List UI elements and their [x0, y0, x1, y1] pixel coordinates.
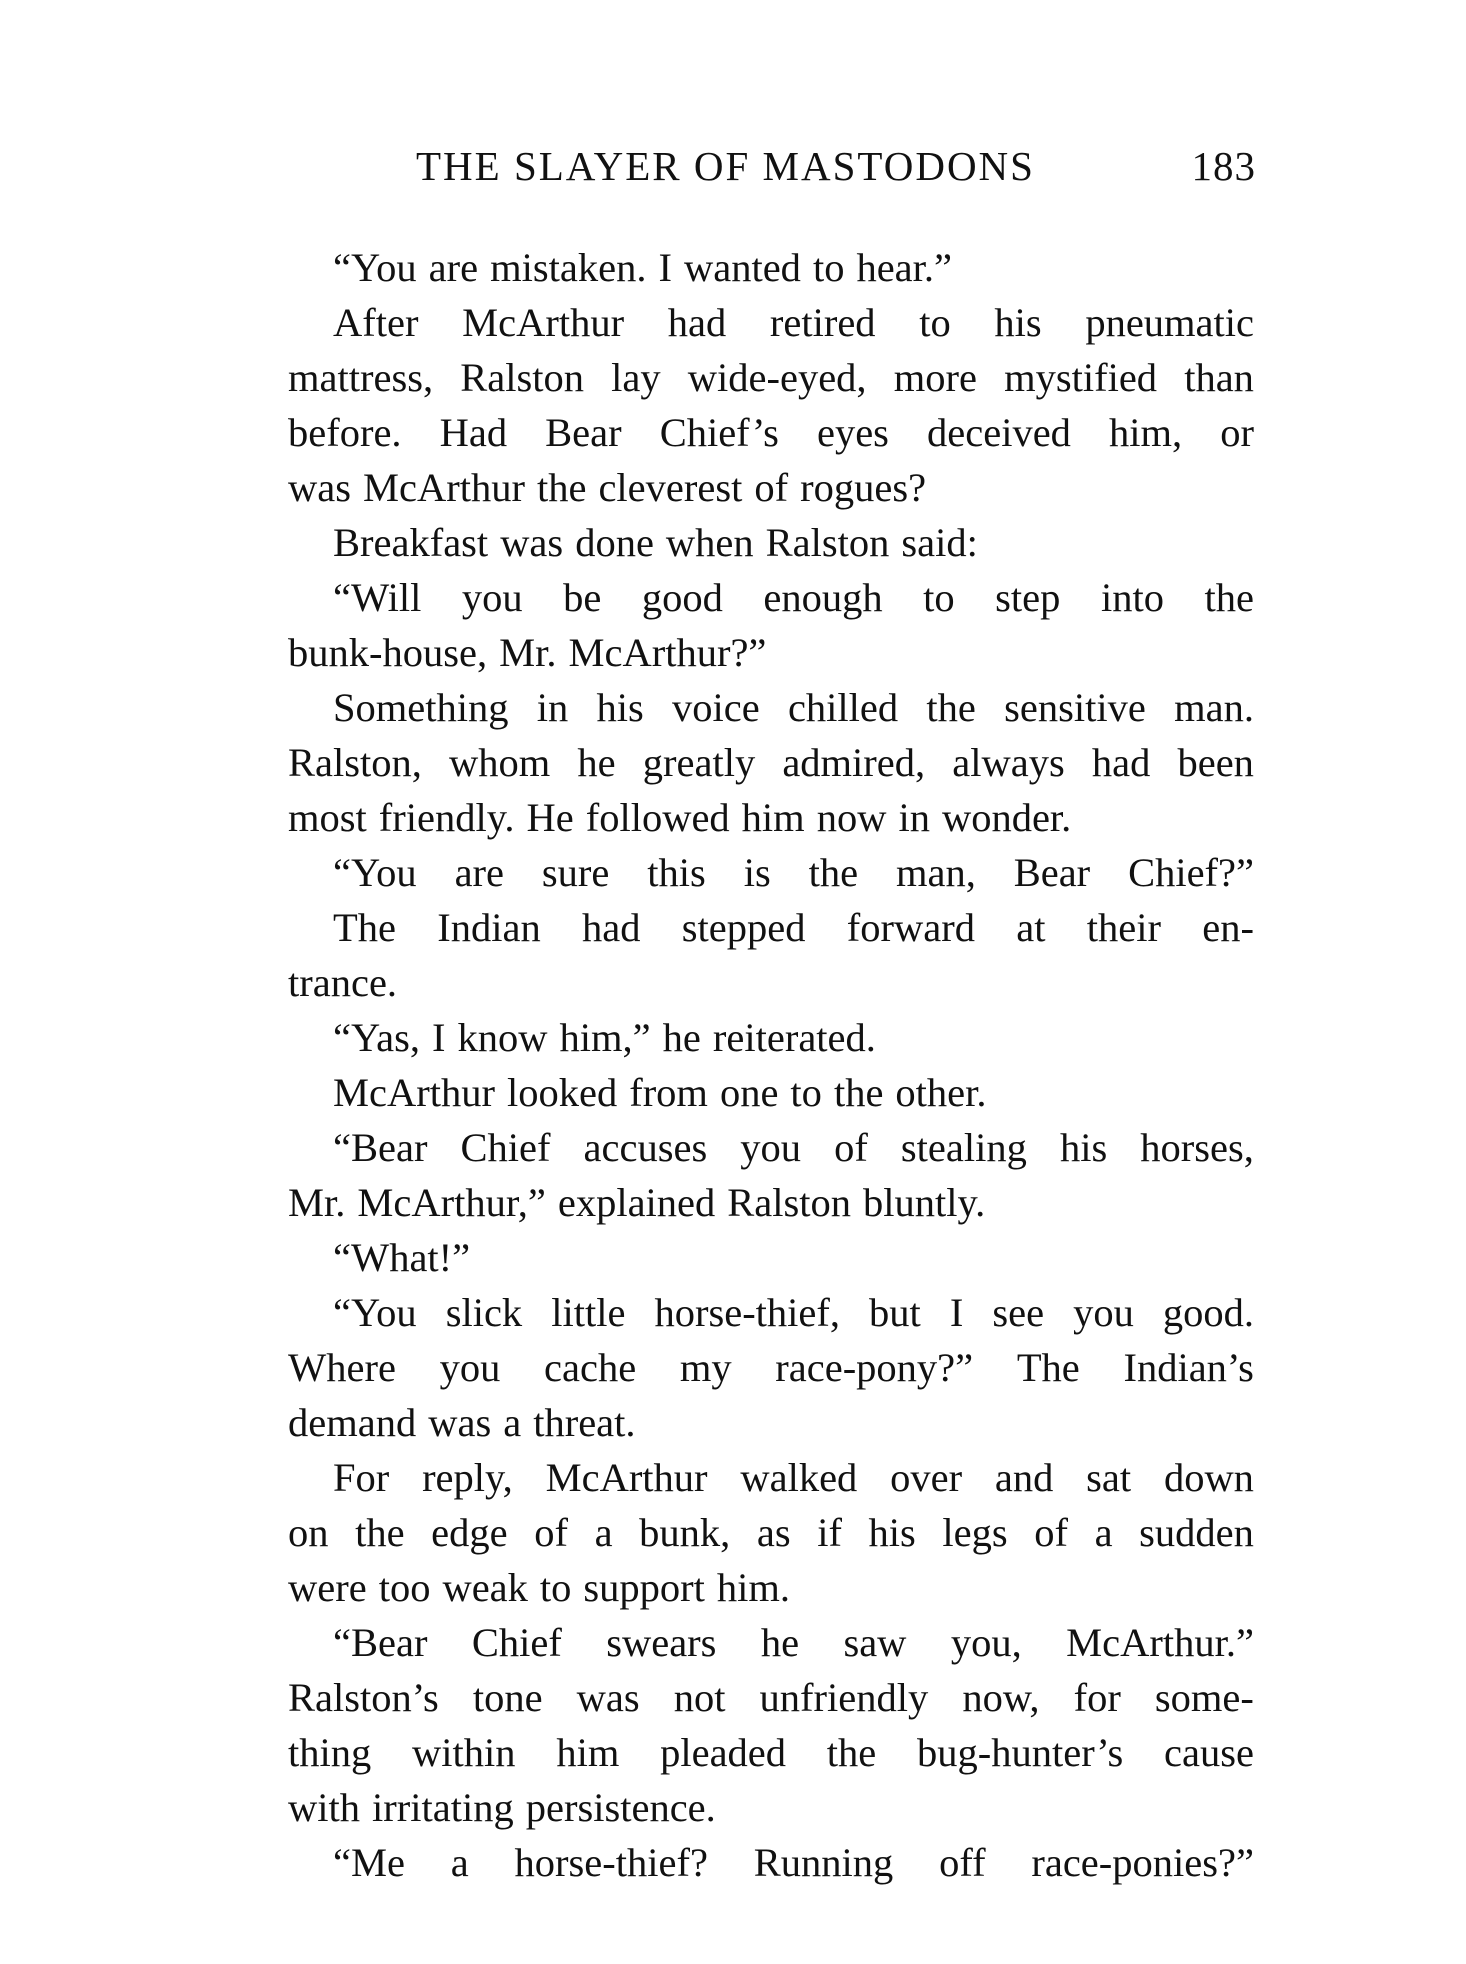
word: pleaded: [660, 1730, 787, 1775]
word: for: [1073, 1675, 1121, 1720]
word: tone: [472, 1675, 543, 1720]
word: in: [898, 795, 930, 840]
word: voice: [672, 685, 760, 730]
word: man,: [895, 850, 976, 895]
word: cause: [1164, 1730, 1254, 1775]
text-line: [288, 1450, 1254, 1505]
word: accuses: [583, 1125, 708, 1170]
word: For: [333, 1455, 390, 1500]
word: sat: [1086, 1455, 1132, 1500]
word: cache: [544, 1345, 637, 1390]
word: “Me: [333, 1840, 405, 1885]
text-line: [288, 1615, 1254, 1670]
word: bluntly.: [863, 1180, 986, 1225]
word: his: [994, 300, 1042, 345]
word: cleverest: [598, 465, 743, 510]
word: this: [647, 850, 706, 895]
word: Chief?”: [1128, 850, 1254, 895]
word: thing: [288, 1730, 372, 1775]
word: slick: [445, 1290, 523, 1335]
word: wonder.: [941, 795, 1072, 840]
word: Ralston: [765, 520, 890, 565]
word: demand: [288, 1400, 417, 1445]
word: Chief’s: [659, 410, 779, 455]
word: of: [834, 1125, 868, 1170]
word: looked: [506, 1070, 618, 1115]
word: he: [662, 1015, 701, 1060]
word: not: [673, 1675, 726, 1720]
text-line: [288, 955, 1254, 1010]
word: before.: [288, 410, 402, 455]
word: said:: [901, 520, 978, 565]
word: over: [890, 1455, 963, 1500]
word: rogues?: [800, 465, 927, 510]
word: threat.: [533, 1400, 636, 1445]
word: “You: [333, 1290, 417, 1335]
word: my: [679, 1345, 732, 1390]
word: wide-eyed,: [687, 355, 867, 400]
word: unfriendly: [759, 1675, 929, 1720]
word: you: [740, 1125, 802, 1170]
word: to: [919, 300, 951, 345]
word: you,: [950, 1620, 1022, 1665]
word: a: [503, 1400, 522, 1445]
word: done: [575, 520, 654, 565]
word: step: [995, 575, 1061, 620]
word: Had: [439, 410, 508, 455]
text-line: [288, 570, 1254, 625]
word: was: [576, 1675, 640, 1720]
text-line: [288, 240, 1254, 295]
word: trance.: [288, 960, 398, 1005]
word: their: [1086, 905, 1161, 950]
word: he: [577, 740, 616, 785]
word: horses,: [1140, 1125, 1254, 1170]
word: the: [826, 1730, 877, 1775]
word: reiterated.: [712, 1015, 876, 1060]
word: After: [333, 300, 419, 345]
page-header: [416, 142, 1256, 198]
word: his: [1059, 1125, 1108, 1170]
word: now: [816, 795, 887, 840]
word: saw: [843, 1620, 907, 1665]
word: Indian’s: [1123, 1345, 1254, 1390]
word: McArthur.”: [1066, 1620, 1254, 1665]
word: and: [994, 1455, 1054, 1500]
text-line: [288, 1505, 1254, 1560]
word: legs: [942, 1510, 1008, 1555]
word: some-: [1154, 1675, 1254, 1720]
word: the: [1204, 575, 1254, 620]
word: more: [893, 355, 977, 400]
word: stealing: [900, 1125, 1027, 1170]
word: his: [596, 685, 644, 730]
word: are: [428, 245, 479, 290]
word: deceived: [927, 410, 1071, 455]
word: bunk-house,: [288, 630, 488, 675]
word: at: [1016, 905, 1046, 950]
word: him: [741, 795, 805, 840]
word: friendly.: [378, 795, 515, 840]
word: had: [582, 905, 641, 950]
text-line: [288, 1010, 1254, 1065]
word: little: [551, 1290, 626, 1335]
text-line: [288, 1230, 1254, 1285]
word: weak: [442, 1565, 528, 1610]
word: of: [1034, 1510, 1068, 1555]
word: to: [923, 575, 955, 620]
word: edge: [431, 1510, 508, 1555]
word: The: [1016, 1345, 1080, 1390]
word: bunk,: [639, 1510, 731, 1555]
word: the: [833, 1070, 884, 1115]
word: too: [378, 1565, 431, 1610]
text-line: [288, 1780, 1254, 1835]
word: bug-hunter’s: [917, 1730, 1124, 1775]
word: to: [790, 1070, 822, 1115]
word: a: [1094, 1510, 1113, 1555]
word: to: [539, 1565, 572, 1610]
word: had: [1091, 740, 1151, 785]
word: Mr.: [499, 630, 557, 675]
word: the: [808, 850, 859, 895]
word: Bear: [1013, 850, 1091, 895]
word: wanted: [683, 245, 801, 290]
word: know: [457, 1015, 548, 1060]
word: reply,: [422, 1455, 513, 1500]
word: I: [949, 1290, 964, 1335]
text-line: [288, 350, 1254, 405]
word: McArthur,”: [357, 1180, 546, 1225]
word: you: [1073, 1290, 1134, 1335]
running-head: THE SLAYER OF MASTODONS: [416, 143, 1035, 189]
word: mattress,: [288, 355, 434, 400]
word: than: [1184, 355, 1254, 400]
word: lay: [611, 355, 661, 400]
word: sudden: [1139, 1510, 1254, 1555]
word: a: [594, 1510, 613, 1555]
text-line: [288, 845, 1254, 900]
word: was: [500, 520, 564, 565]
text-line: [288, 1725, 1254, 1780]
word: but: [869, 1290, 921, 1335]
word: him.: [716, 1565, 791, 1610]
word: him,”: [559, 1015, 651, 1060]
word: if: [817, 1510, 842, 1555]
word: Indian: [437, 905, 541, 950]
word: “You: [333, 245, 417, 290]
text-line: [288, 515, 1254, 570]
text-line: [288, 1340, 1254, 1395]
word: good.: [1162, 1290, 1254, 1335]
word: man.: [1174, 685, 1254, 730]
word: retired: [769, 300, 876, 345]
word: he: [760, 1620, 800, 1665]
word: most: [288, 795, 367, 840]
word: be: [563, 575, 602, 620]
text-line: [288, 1670, 1254, 1725]
word: McArthur: [363, 465, 525, 510]
word: his: [868, 1510, 916, 1555]
word: “Bear: [333, 1125, 428, 1170]
word: McArthur: [333, 1070, 495, 1115]
text-line: [288, 1560, 1254, 1615]
word: “Will: [333, 575, 422, 620]
word: Ralston,: [288, 740, 422, 785]
word: were: [288, 1565, 367, 1610]
word: Ralston: [727, 1180, 852, 1225]
word: the: [355, 1510, 405, 1555]
word: now,: [962, 1675, 1040, 1720]
word: had: [667, 300, 727, 345]
word: en-: [1202, 905, 1254, 950]
word: him: [556, 1730, 620, 1775]
word: to: [812, 245, 845, 290]
word: of: [754, 465, 789, 510]
word: pneumatic: [1085, 300, 1254, 345]
word: or: [1220, 410, 1254, 455]
word: Ralston’s: [288, 1675, 439, 1720]
word: you: [461, 575, 523, 620]
word: “Yas,: [333, 1015, 421, 1060]
body-text: [288, 240, 1254, 1890]
word: He: [526, 795, 574, 840]
word: was: [428, 1400, 492, 1445]
word: admired,: [782, 740, 926, 785]
text-line: [288, 625, 1254, 680]
word: with: [288, 1785, 361, 1830]
word: off: [939, 1840, 986, 1885]
word: when: [665, 520, 754, 565]
word: into: [1100, 575, 1164, 620]
word: McArthur: [462, 300, 625, 345]
page-number: 183: [1191, 143, 1256, 189]
word: I: [432, 1015, 446, 1060]
text-line: [288, 405, 1254, 460]
word: always: [952, 740, 1065, 785]
word: other.: [895, 1070, 987, 1115]
word: “You: [333, 850, 417, 895]
word: eyes: [816, 410, 889, 455]
word: persistence.: [525, 1785, 716, 1830]
word: Where: [288, 1345, 396, 1390]
word: a: [450, 1840, 469, 1885]
word: Breakfast: [333, 520, 489, 565]
word: enough: [763, 575, 883, 620]
text-line: [288, 1285, 1254, 1340]
text-line: [288, 1120, 1254, 1175]
word: horse-thief,: [654, 1290, 841, 1335]
word: the: [926, 685, 976, 730]
word: on: [288, 1510, 329, 1555]
word: race-ponies?”: [1031, 1840, 1254, 1885]
word: Mr.: [288, 1180, 346, 1225]
word: I: [658, 245, 672, 290]
word: been: [1177, 740, 1254, 785]
word: Something: [333, 685, 509, 730]
word: him,: [1108, 410, 1183, 455]
word: Bear: [545, 410, 622, 455]
word: Ralston: [460, 355, 584, 400]
word: mistaken.: [490, 245, 647, 290]
text-line: [288, 680, 1254, 735]
word: are: [454, 850, 505, 895]
word: from: [629, 1070, 708, 1115]
word: Chief: [471, 1620, 562, 1665]
word: of: [534, 1510, 568, 1555]
text-line: [288, 735, 1254, 790]
word: horse-thief?: [514, 1840, 708, 1885]
word: the: [536, 465, 587, 510]
word: whom: [449, 740, 551, 785]
word: greatly: [642, 740, 756, 785]
word: swears: [606, 1620, 717, 1665]
word: The: [333, 905, 396, 950]
word: Chief: [460, 1125, 551, 1170]
text-line: [288, 1395, 1254, 1450]
word: walked: [740, 1455, 858, 1500]
text-line: [288, 1175, 1254, 1230]
text-line: [288, 460, 1254, 515]
word: “What!”: [333, 1235, 471, 1280]
word: Running: [753, 1840, 894, 1885]
word: sure: [541, 850, 610, 895]
word: race-pony?”: [775, 1345, 974, 1390]
word: sensitive: [1004, 685, 1146, 730]
word: irritating: [372, 1785, 514, 1830]
word: down: [1163, 1455, 1254, 1500]
word: see: [992, 1290, 1045, 1335]
word: hear.”: [856, 245, 953, 290]
word: as: [756, 1510, 791, 1555]
word: explained: [557, 1180, 716, 1225]
text-line: [288, 295, 1254, 350]
word: chilled: [787, 685, 899, 730]
word: mystified: [1004, 355, 1158, 400]
word: forward: [846, 905, 975, 950]
word: you: [439, 1345, 501, 1390]
word: is: [743, 850, 771, 895]
text-line: [288, 1065, 1254, 1120]
word: followed: [585, 795, 730, 840]
text-line: [288, 1835, 1254, 1890]
word: was: [288, 465, 351, 510]
word: McArthur?”: [568, 630, 767, 675]
word: one: [719, 1070, 779, 1115]
word: in: [536, 685, 569, 730]
word: “Bear: [333, 1620, 428, 1665]
word: support: [583, 1565, 705, 1610]
text-line: [288, 790, 1254, 845]
word: good: [641, 575, 723, 620]
word: McArthur: [545, 1455, 708, 1500]
text-line: [288, 900, 1254, 955]
word: within: [412, 1730, 516, 1775]
word: stepped: [681, 905, 806, 950]
